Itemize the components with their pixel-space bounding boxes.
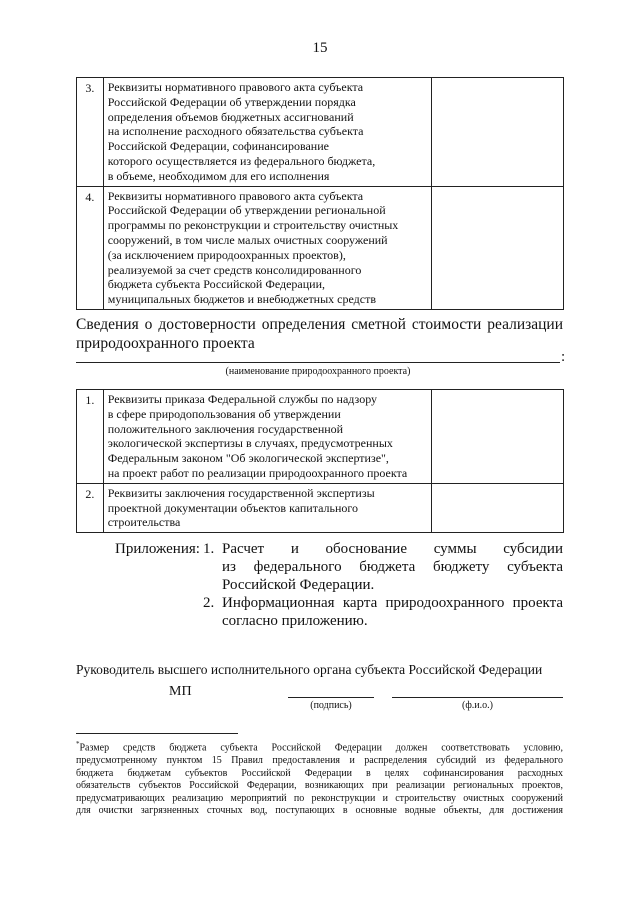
appendix-line: из федерального бюджета бюджету субъекта (222, 559, 563, 575)
appendix-line: Российской Федерации. (222, 577, 375, 593)
signature-field[interactable] (288, 697, 374, 698)
row-number: 3. (77, 78, 104, 187)
row-number: 1. (77, 390, 104, 484)
page-number: 15 (312, 40, 328, 56)
table-row (77, 186, 564, 309)
table-row (77, 390, 564, 484)
footnote-line: для очистки загрязненных сточных вод, поступающих в основные водные объекты, для достижения (76, 805, 563, 817)
appendices-label: Приложения: (115, 541, 200, 557)
row-text-line: реализуемой за счет средств консолидированного (107, 262, 362, 277)
row-text-line: на исполнение расходного обязательства субъекта (107, 124, 364, 139)
footnote-line: бюджета бюджетам субъектов Российской Федерации в целях софинансирования расходных (76, 767, 563, 779)
row-text (103, 483, 431, 532)
full-name-field[interactable] (392, 697, 563, 698)
row-text-line: в сфере природопользования об утверждении (107, 406, 341, 421)
appendix-number: 2. (203, 595, 215, 611)
section-heading-line: Сведения о достоверности определения сметной стоимости реализации (76, 316, 563, 333)
footnote-marker: * (76, 740, 80, 748)
row-text-line: строительства (107, 515, 181, 530)
appendix-line: Расчет и обоснование суммы субсидии (222, 541, 563, 557)
row-value-cell[interactable] (432, 78, 564, 187)
row-number: 4. (77, 186, 104, 309)
row-text-line: Федеральным законом "Об экологической экспертизе", (107, 451, 389, 466)
row-text-line: Российской Федерации об утверждении региональной (107, 203, 386, 218)
full-name-caption: (ф.и.о.) (462, 700, 493, 711)
table-row (77, 78, 564, 187)
row-text (103, 78, 431, 187)
appendix-item (222, 540, 563, 594)
requisites-table-bottom (76, 389, 564, 533)
project-name-caption: (наименование природоохранного проекта) (225, 366, 411, 377)
row-text-line: Реквизиты приказа Федеральной службы по надзору (107, 392, 378, 406)
row-text-line: в объеме, необходимом для его исполнения (107, 168, 330, 183)
row-text-line: которого осуществляется из федерального бюджета, (107, 153, 376, 168)
row-text-line: программы по реконструкции и строительству очистных (107, 218, 399, 233)
appendix-number: 1. (203, 541, 215, 557)
row-text-line: положительного заключения государственной (107, 421, 344, 436)
project-name-field[interactable] (76, 362, 560, 363)
row-text-line: Реквизиты нормативного правового акта субъекта (107, 188, 364, 203)
row-value-cell[interactable] (432, 390, 564, 484)
row-text-line: сооружений, в том числе малых очистных сооружений (107, 232, 388, 247)
row-text (103, 186, 431, 309)
footnote-line: обязательств субъектов Российской Федерации, возникающих при реализации региональных проектов, (76, 780, 563, 792)
footnote-text: Размер средств бюджета субъекта Российской Федерации должен соответствовать условию, (79, 742, 563, 754)
row-value-cell[interactable] (432, 483, 564, 532)
appendix-line: согласно приложению. (222, 613, 368, 629)
stamp-place: МП (169, 684, 192, 699)
table-row (77, 483, 564, 532)
row-number: 2. (77, 483, 104, 532)
appendix-item (222, 594, 563, 630)
row-text-line: на проект работ по реализации природоохранного проекта (107, 465, 408, 480)
row-text-line: Реквизиты нормативного правового акта субъекта (107, 80, 364, 94)
head-official-title: Руководитель высшего исполнительного органа субъекта Российской Федерации (76, 662, 543, 677)
row-text-line: Реквизиты заключения государственной экспертизы (107, 485, 375, 500)
row-text-line: муниципальных бюджетов и внебюджетных средств (107, 292, 377, 307)
footnote-separator (76, 733, 238, 734)
section-heading (76, 315, 563, 353)
row-text-line: определения объемов бюджетных ассигнований (107, 109, 354, 124)
project-name-colon: : (561, 349, 566, 365)
row-text-line: проектной документации объектов капитального (107, 500, 359, 515)
footnote (76, 738, 563, 818)
row-text-line: Российской Федерации, софинансирование (107, 139, 329, 154)
section-heading-line: природоохранного проекта (76, 335, 255, 352)
row-text (103, 390, 431, 484)
row-value-cell[interactable] (432, 186, 564, 309)
row-text-line: Российской Федерации об утверждении порядка (107, 94, 356, 109)
signature-caption: (подпись) (310, 700, 352, 711)
appendix-line: Информационная карта природоохранного проекта (222, 595, 563, 611)
footnote-line (76, 738, 563, 755)
requisites-table-top (76, 77, 564, 310)
row-text-line: экологической экспертизы в случаях, предусмотренных (107, 436, 393, 451)
row-text-line: бюджета субъекта Российской Федерации, (107, 277, 326, 292)
row-text-line: (за исключением природоохранных проектов), (107, 247, 346, 262)
footnote-line: предусмотренному пунктом 15 Правил предоставления и распределения субсидий из федерального (76, 754, 563, 766)
footnote-line: предусматривающих реализацию мероприятий по реконструкции и строительству очистных сооружений (76, 792, 563, 804)
